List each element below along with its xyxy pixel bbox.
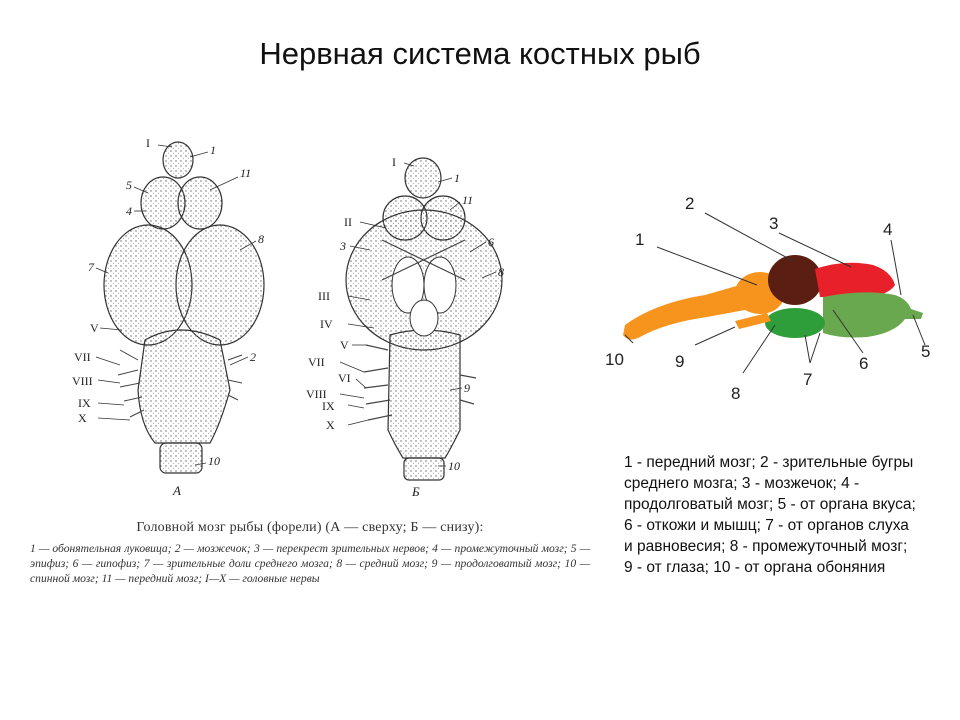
fig-a-letter: А: [173, 483, 181, 498]
midbrain-optic-tectum-shape: [768, 255, 822, 305]
legend-item: 5 - от органа вкуса;: [777, 496, 916, 513]
medulla-shape: [823, 292, 923, 337]
fig-b-label: 11: [462, 193, 474, 207]
medulla-shape: [388, 330, 460, 458]
fig-b-label: X: [326, 418, 335, 432]
fig-a-label: 1: [210, 143, 216, 157]
fig-a-label: I: [146, 136, 150, 150]
fig-b-label: VIII: [306, 387, 327, 401]
legend-item: 3 - мозжечок;: [741, 475, 837, 492]
olfactory-tract-shape: [623, 285, 745, 340]
legend-item: 10 - от органа обоняния: [713, 559, 886, 576]
fig-a-label: 8: [258, 232, 264, 246]
fig-a-label: 4: [126, 204, 132, 218]
fig-a-label: 11: [240, 166, 252, 180]
legend-item: 4 - продолговатый мозг;: [624, 475, 860, 513]
fig-a-label: IX: [78, 396, 91, 410]
legend-item: 1 - передний мозг;: [624, 454, 756, 471]
fig-b-label: 10: [448, 459, 460, 473]
fig-b-label: 8: [498, 265, 504, 279]
fig-a-label: 2: [250, 350, 256, 364]
fig-b-label: 1: [454, 171, 460, 185]
fig-b-label: 6: [488, 235, 494, 249]
fig-a-label: VIII: [72, 374, 93, 388]
slide-title: Нервная система костных рыб: [259, 36, 701, 71]
legend-item: 6 - откожи и мышц;: [624, 517, 761, 534]
figure-caption: [30, 520, 590, 586]
fig-b-label: VI: [338, 371, 351, 385]
fig-b-label: IV: [320, 317, 333, 331]
color-label: 7: [803, 370, 813, 389]
colored-brain-side-diagram: [595, 185, 945, 410]
fig-a-label: 7: [88, 260, 94, 274]
legend-item: 2 - зрительные бугры среднего мозга;: [624, 454, 914, 492]
legend-item: 7 - от органов слуха и равновесия;: [624, 517, 909, 555]
color-label: 4: [883, 220, 893, 239]
legend-item: 9 - от глаза;: [624, 559, 709, 576]
color-label: 10: [605, 350, 624, 369]
optic-nerve-shape: [735, 313, 771, 329]
olfactory-bulb-shape: [163, 142, 193, 178]
fig-b-label: IX: [322, 399, 335, 413]
color-label: 1: [635, 230, 645, 249]
fig-b-label: V: [340, 338, 349, 352]
fig-b-label: 9: [464, 381, 470, 395]
brain-bottom-view-figure: [300, 140, 540, 520]
caption-title: Головной мозг рыбы (форели) (А — сверху; Б — снизу):: [136, 520, 484, 535]
fig-a-label: VII: [74, 350, 91, 364]
fig-b-label: I: [392, 155, 396, 169]
midbrain-right-shape: [176, 225, 264, 345]
fig-b-label: VII: [308, 355, 325, 369]
medulla-shape: [138, 330, 230, 443]
fig-b-label: 3: [340, 239, 346, 253]
fig-a-label: X: [78, 411, 87, 425]
color-label: 2: [685, 194, 695, 213]
legend-text: [624, 452, 920, 578]
fig-b-letter: Б: [412, 484, 420, 499]
color-label: 6: [859, 354, 869, 373]
color-label: 8: [731, 384, 741, 403]
legend-item: 8 - промежуточный мозг;: [729, 538, 908, 555]
color-label: 9: [675, 352, 685, 371]
olfactory-bulb-shape: [405, 158, 441, 198]
fig-b-label: II: [344, 215, 352, 229]
color-label: 5: [921, 342, 931, 361]
fig-a-label: 10: [208, 454, 220, 468]
caption-text: 1 — обонятельная луковица; 2 — мозжечок; 3 — перекрест зрительных нервов; 4 — промежуточный мозг; 5 — эпифиз; 6 — гипофиз; 7 — зрительные доли среднего мозга; 8 — средний мозг; 9 — продолговатый мозг; 10 — спинной мозг; 11 — передний мозг; I—X — головные нервы: [30, 542, 590, 585]
color-label: 3: [769, 214, 779, 233]
fig-a-label: 5: [126, 178, 132, 192]
diencephalon-shape: [765, 308, 825, 338]
fig-a-label: V: [90, 321, 99, 335]
fig-b-label: III: [318, 289, 330, 303]
brain-top-view-figure: [60, 125, 300, 520]
cerebellum-shape: [815, 263, 895, 297]
